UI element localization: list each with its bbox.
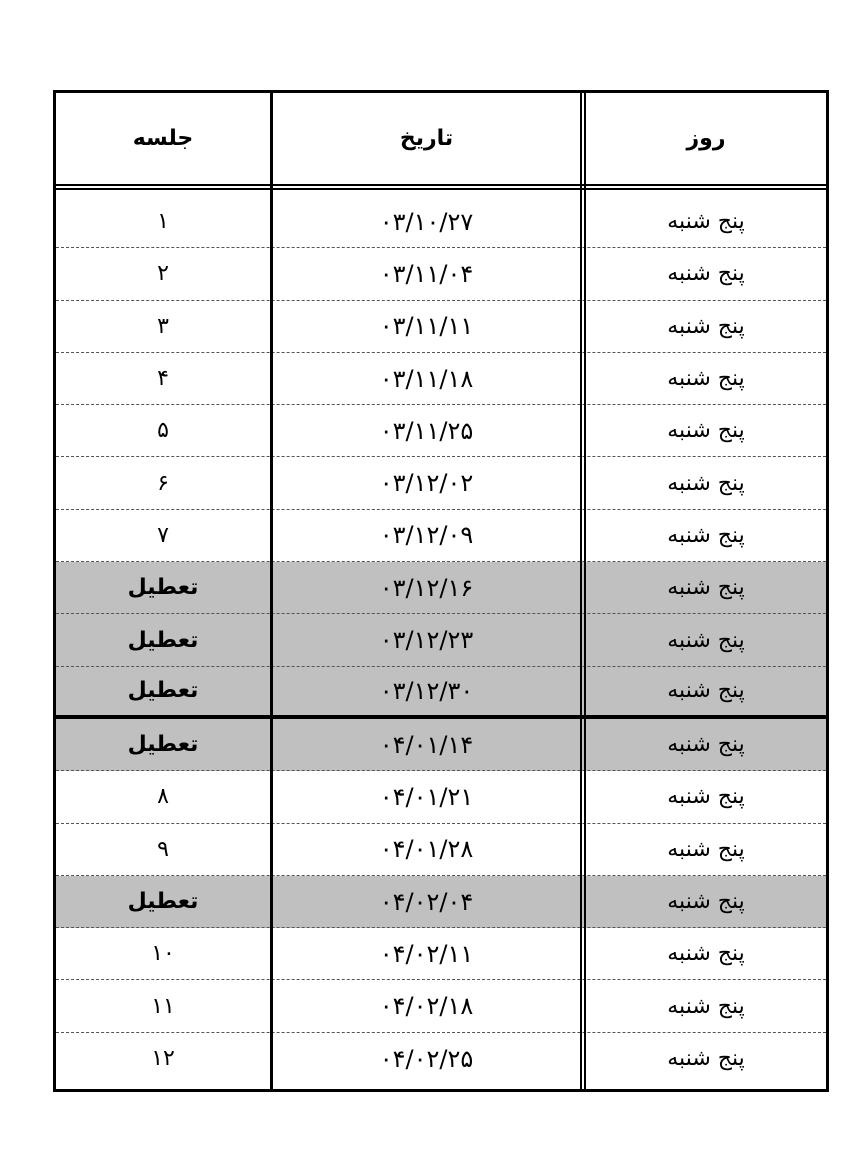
session-cell: تعطیل bbox=[127, 575, 199, 601]
date-cell: ۰۳/۱۱/۱۱ bbox=[379, 312, 474, 341]
date-cell: ۰۳/۱۱/۰۴ bbox=[379, 259, 474, 288]
session-cell: ۹ bbox=[157, 836, 169, 862]
table-row bbox=[56, 980, 826, 1032]
table-row bbox=[56, 824, 826, 876]
table-header-row bbox=[56, 93, 826, 190]
column-divider bbox=[270, 93, 273, 1089]
day-cell: پنج شنبه bbox=[667, 522, 745, 548]
table-row bbox=[56, 405, 826, 457]
date-cell: ۰۴/۰۱/۲۸ bbox=[379, 835, 474, 864]
date-cell: ۰۴/۰۱/۲۱ bbox=[379, 782, 474, 811]
day-cell: پنج شنبه bbox=[667, 313, 745, 339]
table-row bbox=[56, 196, 826, 248]
session-cell: ۱۱ bbox=[151, 993, 175, 1019]
table-row bbox=[56, 353, 826, 405]
day-cell: پنج شنبه bbox=[667, 1046, 745, 1072]
day-cell: پنج شنبه bbox=[667, 732, 745, 758]
date-cell: ۰۴/۰۲/۱۱ bbox=[379, 939, 474, 968]
session-cell: ۳ bbox=[157, 313, 169, 339]
day-cell: پنج شنبه bbox=[667, 627, 745, 653]
session-cell: ۴ bbox=[157, 366, 169, 392]
date-cell: ۰۴/۰۲/۲۵ bbox=[379, 1044, 474, 1073]
session-cell: ۲ bbox=[157, 261, 169, 287]
date-cell: ۰۳/۱۲/۳۰ bbox=[379, 676, 474, 705]
table-row bbox=[56, 1033, 826, 1085]
session-cell: ۱ bbox=[157, 209, 169, 235]
date-cell: ۰۳/۱۱/۱۸ bbox=[379, 364, 474, 393]
table-row bbox=[56, 928, 826, 980]
date-cell: ۰۳/۱۰/۲۷ bbox=[379, 207, 474, 236]
session-cell: ۵ bbox=[157, 418, 169, 444]
day-cell: پنج شنبه bbox=[667, 209, 745, 235]
date-cell: ۰۳/۱۲/۱۶ bbox=[379, 573, 474, 602]
day-cell: پنج شنبه bbox=[667, 784, 745, 810]
header-session: جلسه bbox=[132, 126, 194, 151]
day-cell: پنج شنبه bbox=[667, 836, 745, 862]
session-cell: ۸ bbox=[157, 784, 169, 810]
table-row bbox=[56, 301, 826, 353]
date-cell: ۰۳/۱۲/۰۹ bbox=[379, 521, 474, 550]
day-cell: پنج شنبه bbox=[667, 366, 745, 392]
table-row bbox=[56, 457, 826, 509]
date-cell: ۰۳/۱۲/۰۲ bbox=[379, 469, 474, 498]
table-row bbox=[56, 510, 826, 562]
table-row bbox=[56, 771, 826, 823]
session-cell: ۱۰ bbox=[151, 941, 175, 967]
day-cell: پنج شنبه bbox=[667, 575, 745, 601]
table-row bbox=[56, 562, 826, 614]
table-row bbox=[56, 719, 826, 771]
session-cell: ۱۲ bbox=[151, 1046, 175, 1072]
day-cell: پنج شنبه bbox=[667, 261, 745, 287]
date-cell: ۰۴/۰۱/۱۴ bbox=[379, 730, 474, 759]
session-cell: تعطیل bbox=[127, 732, 199, 758]
day-cell: پنج شنبه bbox=[667, 993, 745, 1019]
date-cell: ۰۴/۰۲/۱۸ bbox=[379, 992, 474, 1021]
day-cell: پنج شنبه bbox=[667, 418, 745, 444]
column-divider-double bbox=[580, 93, 586, 1089]
session-cell: تعطیل bbox=[127, 678, 199, 704]
date-cell: ۰۳/۱۱/۲۵ bbox=[379, 416, 474, 445]
day-cell: پنج شنبه bbox=[667, 889, 745, 914]
table-row bbox=[56, 667, 826, 719]
table-row bbox=[56, 248, 826, 300]
table-body bbox=[56, 196, 826, 1085]
session-cell: تعطیل bbox=[127, 889, 199, 914]
table-row bbox=[56, 876, 826, 928]
session-cell: ۶ bbox=[157, 470, 169, 496]
day-cell: پنج شنبه bbox=[667, 470, 745, 496]
day-cell: پنج شنبه bbox=[667, 941, 745, 967]
date-cell: ۰۳/۱۲/۲۳ bbox=[379, 626, 474, 655]
date-cell: ۰۴/۰۲/۰۴ bbox=[379, 887, 474, 916]
session-cell: تعطیل bbox=[127, 627, 199, 653]
header-day: روز bbox=[686, 126, 726, 151]
session-cell: ۷ bbox=[157, 522, 169, 548]
session-schedule-table bbox=[53, 90, 829, 1092]
day-cell: پنج شنبه bbox=[667, 678, 745, 704]
header-date: تاریخ bbox=[399, 126, 454, 151]
table-row bbox=[56, 614, 826, 666]
